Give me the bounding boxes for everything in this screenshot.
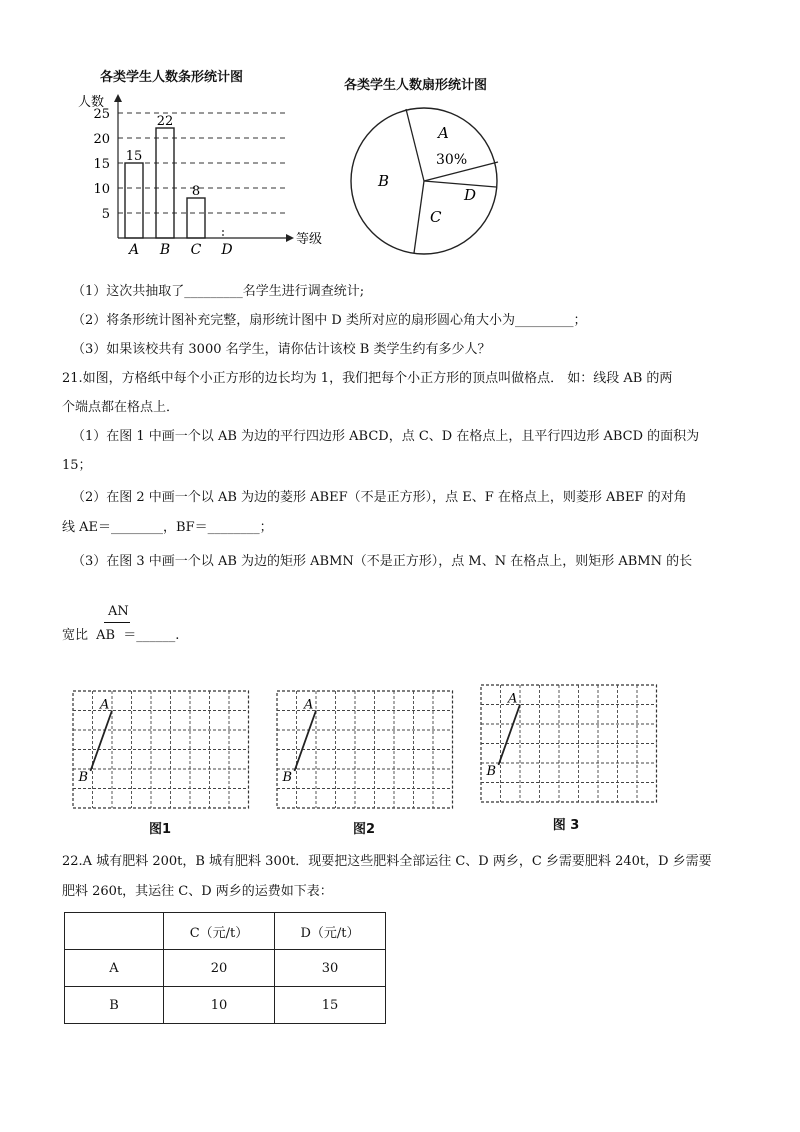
grid-figure-3 [480,684,658,810]
pie-divider-2 [424,181,496,187]
pie-chart [346,104,506,260]
q20-line3: （3）如果该校共有 3000 名学生，请你估计该校 B 类学生约有多少人？ [72,342,491,357]
q21-line4: 15； [62,458,92,473]
bar-x-axis-arrow [286,234,294,242]
grid-figure-2 [276,690,454,816]
pie-label-a-percent: 30% [436,152,468,168]
bar-a [125,163,143,238]
grid-caption-3: 图 3 [552,818,580,833]
pie-label-c: C [430,208,442,226]
bar-xlabel: 等级 [296,232,323,247]
q21-line1: 21.如图，方格纸中每个小正方形的边长均为 1，我们把每个小正方形的顶点叫做格点． 如：线段 AB 的两 [62,371,673,386]
q21-line5: （2）在图 2 中画一个以 AB 为边的菱形 ABEF（不是正方形），点 E、F 在格点上，则菱形 ABEF 的对角 [72,490,687,505]
pie-divider-3 [414,181,424,253]
fraction-denominator: AB [96,628,116,643]
q22-line2: 肥料 260t，其运往 C、D 两乡的运费如下表： [62,884,333,899]
point-a-label: A [304,697,314,713]
bar-ytick-label: 15 [93,157,110,172]
segment-ab [295,711,317,772]
table-row [65,987,386,1024]
segment-ab [91,711,113,772]
table-header-cell [65,913,164,950]
q21-line3: （1）在图 1 中画一个以 AB 为边的平行四边形 ABCD，点 C、D 在格点上，且平行四边形 ABCD 的面积为 [72,429,700,444]
table-cell: A [65,950,164,987]
table-cell: 30 [275,950,386,987]
bar-ytick-label: 5 [101,207,110,222]
q21-line2: 个端点都在格点上． [62,400,180,415]
table-cell: 10 [164,987,275,1024]
bar-category-label: A [128,242,140,258]
point-a-label: A [100,697,110,713]
table-header-row [65,913,386,950]
q20-line1: （1）这次共抽取了_________名学生进行调查统计; [72,284,365,299]
bar-b [156,128,174,238]
freight-table [64,912,386,1024]
table-header-cell: D（元/t） [275,913,386,950]
pie-divider-1 [406,109,424,181]
grid-caption-2: 图2 [352,822,376,837]
q20-line2: （2）将条形统计图补充完整，扇形统计图中 D 类所对应的扇形圆心角大小为_________； [72,313,587,328]
bar-ytick-label: 10 [93,182,110,197]
pie-label-a: A [438,124,449,142]
bar-y-axis-arrow [114,94,122,102]
table-cell: 15 [275,987,386,1024]
point-a-label: A [508,691,518,707]
bar-category-label: C [190,242,202,258]
bar-ylabel: 人数 [78,95,105,110]
ratio-fraction [106,604,131,619]
grid-figure-1 [72,690,250,816]
fraction-prefix: 宽比 [62,628,89,643]
bar-chart-title: 各类学生人数条形统计图 [100,70,244,85]
fraction-numerator: AN [108,604,129,619]
bar-ytick-label: 20 [93,132,110,147]
table-cell: B [65,987,164,1024]
pie-label-b: B [378,172,390,190]
bar-category-label: B [159,242,171,258]
q21-line6: 线 AE＝________，BF＝________； [62,520,273,535]
pie-label-d: D [464,186,477,204]
bar-c [187,198,205,238]
bar-chart [76,88,336,258]
fraction-line [62,626,179,646]
point-b-label: B [282,770,293,785]
bar-value-label: 8 [191,184,201,199]
q22-line1: 22.A 城有肥料 200t，B 城有肥料 300t．现要把这些肥料全部运往 C、D 两乡，C 乡需要肥料 240t，D 乡需要 [62,854,712,869]
table-row [65,950,386,987]
fraction-suffix: ＝______. [123,628,180,643]
bar-value-label: 15 [125,149,143,164]
segment-ab [499,705,521,766]
pie-chart-title: 各类学生人数扇形统计图 [344,78,488,93]
point-b-label: B [78,770,89,785]
bar-ytick-label: 25 [93,107,110,122]
fraction-bar [104,622,130,623]
point-b-label: B [486,764,497,779]
q21-line7: （3）在图 3 中画一个以 AB 为边的矩形 ABMN（不是正方形），点 M、N 在格点上，则矩形 ABMN 的长 [72,554,693,569]
bar-category-label: D [221,242,233,258]
table-cell: 20 [164,950,275,987]
grid-caption-1: 图1 [148,822,172,837]
bar-value-label: 22 [156,114,174,129]
table-header-cell: C（元/t） [164,913,275,950]
